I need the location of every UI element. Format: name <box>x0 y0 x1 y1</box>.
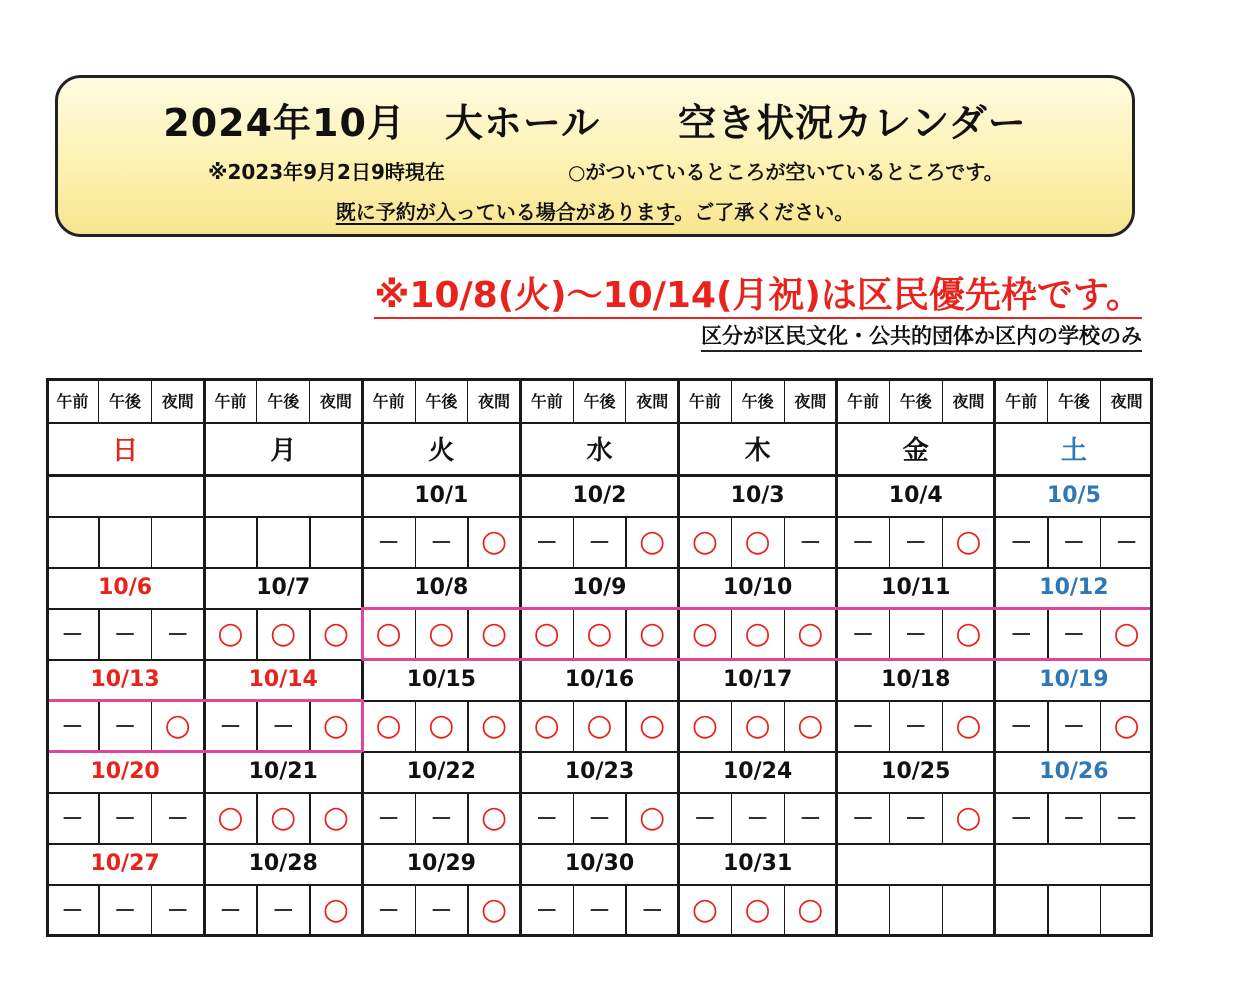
week-divider <box>46 567 1153 569</box>
unavailable-mark: － <box>166 807 189 832</box>
slot-divider <box>731 700 733 751</box>
slot-divider <box>256 516 258 567</box>
slot-label: 午前 <box>1005 391 1038 411</box>
slot-divider <box>942 378 943 422</box>
week-divider <box>46 843 1153 845</box>
slot-divider <box>731 608 733 659</box>
slot-label: 夜間 <box>161 391 194 411</box>
unavailable-mark: － <box>799 807 822 832</box>
available-mark: ○ <box>164 708 191 743</box>
date-label: 10/3 <box>730 483 785 508</box>
unavailable-mark: － <box>852 807 875 832</box>
date-label: 10/19 <box>1039 667 1109 692</box>
slot-divider <box>942 608 944 659</box>
unavailable-mark: － <box>114 623 137 648</box>
slot-divider <box>98 700 100 751</box>
empty-slot <box>310 516 363 567</box>
empty-slot <box>942 884 995 935</box>
priority-border <box>46 699 362 702</box>
date-label: 10/21 <box>248 759 318 784</box>
page-title: 2024年10月 大ホール 空き状況カレンダー <box>163 101 1027 145</box>
weekday-divider <box>46 474 1153 477</box>
unavailable-mark: － <box>272 899 295 924</box>
date-label: 10/30 <box>564 851 635 876</box>
unavailable-mark: － <box>1062 531 1085 556</box>
weekday-label: 月 <box>270 436 297 466</box>
empty-slot <box>46 516 99 567</box>
available-mark: ○ <box>955 524 982 559</box>
available-mark: ○ <box>691 616 718 651</box>
available-mark: ○ <box>639 524 666 559</box>
slot-divider <box>151 792 153 843</box>
slot-divider <box>1047 700 1049 751</box>
slot-divider <box>415 516 417 567</box>
unavailable-mark: － <box>1010 623 1033 648</box>
available-mark: ○ <box>1113 616 1140 651</box>
slot-label: 午後 <box>583 391 616 411</box>
available-mark: ○ <box>322 616 349 651</box>
available-mark: ○ <box>797 616 824 651</box>
date-label: 10/10 <box>723 575 793 600</box>
date-label: 10/26 <box>1039 759 1109 784</box>
unavailable-mark: － <box>61 899 84 924</box>
booking-note <box>58 196 1132 225</box>
slot-divider <box>784 378 785 422</box>
slot-label: 夜間 <box>952 391 985 411</box>
unavailable-mark: － <box>1115 531 1138 556</box>
slot-divider <box>98 516 100 567</box>
available-mark: ○ <box>639 800 666 835</box>
slot-divider <box>731 792 733 843</box>
booking-note-underlined: 既に予約が入っている場合があります <box>335 200 675 224</box>
date-label: 10/22 <box>406 759 476 784</box>
date-label: 10/8 <box>414 575 469 600</box>
slot-divider <box>151 516 153 567</box>
empty-slot <box>837 884 890 935</box>
weekday-label: 水 <box>586 436 613 466</box>
slot-divider <box>256 792 258 843</box>
weekday-label: 日 <box>112 436 139 466</box>
slot-divider <box>309 700 311 751</box>
slot-divider <box>625 700 627 751</box>
available-mark: ○ <box>322 892 349 927</box>
available-mark: ○ <box>533 708 560 743</box>
slot-label: 午前 <box>847 391 880 411</box>
unavailable-mark: － <box>535 807 558 832</box>
slot-divider <box>98 608 100 659</box>
unavailable-mark: － <box>272 715 295 740</box>
date-label: 10/20 <box>90 759 160 784</box>
priority-border <box>361 607 364 660</box>
unavailable-mark: － <box>430 807 453 832</box>
unavailable-mark: － <box>61 715 84 740</box>
slot-divider <box>467 378 468 422</box>
available-mark: ○ <box>797 892 824 927</box>
booking-note-rest: 。ご了承ください。 <box>674 200 855 224</box>
unavailable-mark: － <box>1010 531 1033 556</box>
date-label: 10/27 <box>90 851 160 876</box>
slot-divider <box>625 378 626 422</box>
date-divider <box>46 516 1153 518</box>
available-mark: ○ <box>586 616 613 651</box>
slot-divider <box>625 884 627 935</box>
slot-divider <box>1100 516 1102 567</box>
slot-divider <box>151 378 152 422</box>
available-mark: ○ <box>533 616 560 651</box>
unavailable-mark: － <box>61 623 84 648</box>
available-mark: ○ <box>480 524 508 559</box>
slot-divider <box>415 378 416 422</box>
available-mark: ○ <box>744 708 771 743</box>
slot-divider <box>309 608 311 659</box>
slot-divider <box>1047 378 1048 422</box>
slot-divider <box>98 792 100 843</box>
slot-divider <box>1100 700 1102 751</box>
unavailable-mark: － <box>430 899 453 924</box>
slot-divider <box>151 700 153 751</box>
slot-divider <box>784 792 786 843</box>
unavailable-mark: － <box>1062 715 1085 740</box>
date-label: 10/12 <box>1039 575 1109 600</box>
slot-divider <box>98 378 99 422</box>
slot-divider <box>889 884 891 935</box>
unavailable-mark: － <box>1115 807 1138 832</box>
slot-divider <box>98 884 100 935</box>
header-box <box>55 75 1135 237</box>
priority-border <box>361 699 364 752</box>
available-mark: ○ <box>217 616 244 651</box>
slot-divider <box>889 608 891 659</box>
slot-divider <box>467 792 469 843</box>
unavailable-mark: － <box>377 807 400 832</box>
slot-divider <box>625 608 627 659</box>
unavailable-mark: － <box>219 715 242 740</box>
date-label: 10/17 <box>723 667 793 692</box>
date-label: 10/31 <box>723 851 793 876</box>
date-label: 10/15 <box>406 667 476 692</box>
unavailable-mark: － <box>377 899 400 924</box>
available-mark: ○ <box>480 800 508 835</box>
unavailable-mark: － <box>535 899 558 924</box>
slot-divider <box>309 378 310 422</box>
unavailable-mark: － <box>852 715 875 740</box>
date-label: 10/11 <box>881 575 951 600</box>
empty-slot <box>889 884 942 935</box>
unavailable-mark: － <box>61 807 84 832</box>
slot-divider <box>731 884 733 935</box>
slot-divider <box>573 700 575 751</box>
slot-divider <box>1100 608 1102 659</box>
unavailable-mark: － <box>1010 715 1033 740</box>
slot-divider <box>415 608 417 659</box>
slot-divider <box>889 700 891 751</box>
slot-divider <box>256 700 258 751</box>
available-mark: ○ <box>480 616 508 651</box>
slot-divider <box>467 700 469 751</box>
available-mark: ○ <box>639 708 666 743</box>
unavailable-mark: － <box>852 623 875 648</box>
available-mark: ○ <box>428 708 455 743</box>
slot-label: 午後 <box>109 391 142 411</box>
date-label: 10/6 <box>98 575 153 600</box>
slot-divider <box>573 792 575 843</box>
slot-divider <box>784 884 786 935</box>
slot-divider <box>731 516 733 567</box>
slot-divider <box>784 608 786 659</box>
available-mark: ○ <box>270 616 297 651</box>
available-mark: ○ <box>270 800 297 835</box>
unavailable-mark: － <box>904 807 927 832</box>
header-divider <box>46 422 1153 424</box>
available-mark: ○ <box>375 616 402 651</box>
slot-divider <box>573 608 575 659</box>
slot-divider <box>256 884 258 935</box>
slot-divider <box>1100 884 1102 935</box>
slot-divider <box>625 792 627 843</box>
date-label: 10/2 <box>572 483 627 508</box>
weekday-label: 金 <box>902 436 929 466</box>
availability-calendar <box>46 378 1154 938</box>
date-label: 10/14 <box>248 667 318 692</box>
status-timestamp: ※2023年9月2日9時現在 <box>208 160 445 184</box>
slot-label: 午前 <box>372 391 405 411</box>
priority-border <box>362 607 1153 610</box>
priority-border <box>362 658 1153 661</box>
unavailable-mark: － <box>852 531 875 556</box>
slot-divider <box>467 608 469 659</box>
unavailable-mark: － <box>693 807 716 832</box>
slot-divider <box>573 378 574 422</box>
slot-divider <box>889 516 891 567</box>
unavailable-mark: － <box>535 531 558 556</box>
slot-divider <box>942 884 944 935</box>
slot-label: 夜間 <box>794 391 827 411</box>
available-mark: ○ <box>691 892 718 927</box>
slot-divider <box>573 884 575 935</box>
date-label: 10/13 <box>90 667 160 692</box>
available-mark: ○ <box>639 616 666 651</box>
slot-label: 午後 <box>899 391 932 411</box>
unavailable-mark: － <box>114 807 137 832</box>
unavailable-mark: － <box>377 531 400 556</box>
slot-divider <box>1047 792 1049 843</box>
available-mark: ○ <box>480 892 508 927</box>
empty-slot <box>257 516 310 567</box>
available-mark: ○ <box>744 524 771 559</box>
priority-notice: ※10/8(火)～10/14(月祝)は区民優先枠です。 <box>374 276 1142 319</box>
empty-slot <box>204 516 257 567</box>
unavailable-mark: － <box>588 807 611 832</box>
date-label: 10/9 <box>572 575 627 600</box>
available-mark: ○ <box>797 708 824 743</box>
available-mark: ○ <box>217 800 244 835</box>
date-label <box>204 475 362 516</box>
slot-label: 午後 <box>741 391 774 411</box>
date-label: 10/5 <box>1046 483 1101 508</box>
slot-divider <box>1047 884 1049 935</box>
slot-divider <box>151 884 153 935</box>
priority-border <box>46 750 362 753</box>
slot-divider <box>415 792 417 843</box>
date-label: 10/28 <box>248 851 318 876</box>
slot-divider <box>415 884 417 935</box>
slot-divider <box>784 516 786 567</box>
slot-divider <box>784 700 786 751</box>
empty-slot <box>151 516 204 567</box>
slot-label: 午前 <box>56 391 89 411</box>
unavailable-mark: － <box>430 531 453 556</box>
available-mark: ○ <box>428 616 455 651</box>
weekday-label: 木 <box>744 436 771 466</box>
weekday-label: 土 <box>1060 436 1087 466</box>
unavailable-mark: － <box>904 531 927 556</box>
slot-divider <box>889 792 891 843</box>
slot-divider <box>1047 608 1049 659</box>
available-mark: ○ <box>322 708 349 743</box>
slot-divider <box>731 378 732 422</box>
slot-divider <box>467 884 469 935</box>
day-divider <box>203 378 206 937</box>
unavailable-mark: － <box>904 623 927 648</box>
available-mark: ○ <box>1113 708 1140 743</box>
unavailable-mark: － <box>114 899 137 924</box>
date-label: 10/29 <box>406 851 476 876</box>
unavailable-mark: － <box>641 899 664 924</box>
date-label: 10/25 <box>881 759 951 784</box>
available-mark: ○ <box>955 616 982 651</box>
unavailable-mark: － <box>1010 807 1033 832</box>
slot-label: 夜間 <box>1110 391 1143 411</box>
slot-divider <box>573 516 575 567</box>
available-mark: ○ <box>955 708 982 743</box>
slot-divider <box>256 378 257 422</box>
date-label <box>995 843 1153 884</box>
slot-divider <box>942 792 944 843</box>
slot-divider <box>1047 516 1049 567</box>
slot-divider <box>1100 378 1101 422</box>
available-mark: ○ <box>322 800 349 835</box>
slot-label: 午前 <box>214 391 247 411</box>
unavailable-mark: － <box>904 715 927 740</box>
empty-slot <box>1048 884 1101 935</box>
empty-slot <box>99 516 152 567</box>
slot-divider <box>942 516 944 567</box>
slot-divider <box>1100 792 1102 843</box>
available-mark: ○ <box>691 708 718 743</box>
slot-divider <box>889 378 890 422</box>
empty-slot <box>995 884 1048 935</box>
slot-divider <box>467 516 469 567</box>
unavailable-mark: － <box>166 899 189 924</box>
slot-divider <box>309 792 311 843</box>
date-label: 10/24 <box>723 759 793 784</box>
slot-divider <box>151 608 153 659</box>
date-label: 10/1 <box>414 483 469 508</box>
empty-slot <box>1100 884 1153 935</box>
slot-label: 夜間 <box>478 391 511 411</box>
date-label: 10/4 <box>888 483 943 508</box>
slot-label: 午前 <box>688 391 721 411</box>
slot-label: 午後 <box>1057 391 1090 411</box>
available-mark: ○ <box>691 524 718 559</box>
slot-divider <box>309 884 311 935</box>
date-label: 10/18 <box>881 667 951 692</box>
slot-label: 午前 <box>530 391 563 411</box>
weekday-label: 火 <box>428 436 455 466</box>
priority-condition: 区分が区民文化・公共的団体か区内の学校のみ <box>701 322 1142 352</box>
status-legend: ○がついているところが空いているところです。 <box>568 160 1004 184</box>
date-divider <box>46 792 1153 794</box>
available-mark: ○ <box>375 708 402 743</box>
date-label: 10/7 <box>256 575 311 600</box>
date-divider <box>46 884 1153 886</box>
unavailable-mark: － <box>166 623 189 648</box>
slot-divider <box>625 516 627 567</box>
slot-divider <box>309 516 311 567</box>
slot-divider <box>256 608 258 659</box>
unavailable-mark: － <box>588 899 611 924</box>
date-label: 10/23 <box>564 759 635 784</box>
available-mark: ○ <box>480 708 508 743</box>
date-label <box>46 475 204 516</box>
date-label <box>837 843 995 884</box>
slot-divider <box>942 700 944 751</box>
date-label: 10/16 <box>564 667 635 692</box>
unavailable-mark: － <box>219 899 242 924</box>
slot-divider <box>415 700 417 751</box>
unavailable-mark: － <box>1062 807 1085 832</box>
slot-label: 夜間 <box>319 391 352 411</box>
unavailable-mark: － <box>588 531 611 556</box>
slot-label: 午後 <box>267 391 300 411</box>
slot-label: 午後 <box>425 391 458 411</box>
available-mark: ○ <box>744 892 771 927</box>
unavailable-mark: － <box>746 807 769 832</box>
unavailable-mark: － <box>114 715 137 740</box>
unavailable-mark: － <box>1062 623 1085 648</box>
slot-label: 夜間 <box>636 391 669 411</box>
available-mark: ○ <box>955 800 982 835</box>
available-mark: ○ <box>744 616 771 651</box>
available-mark: ○ <box>586 708 613 743</box>
unavailable-mark: － <box>799 531 822 556</box>
